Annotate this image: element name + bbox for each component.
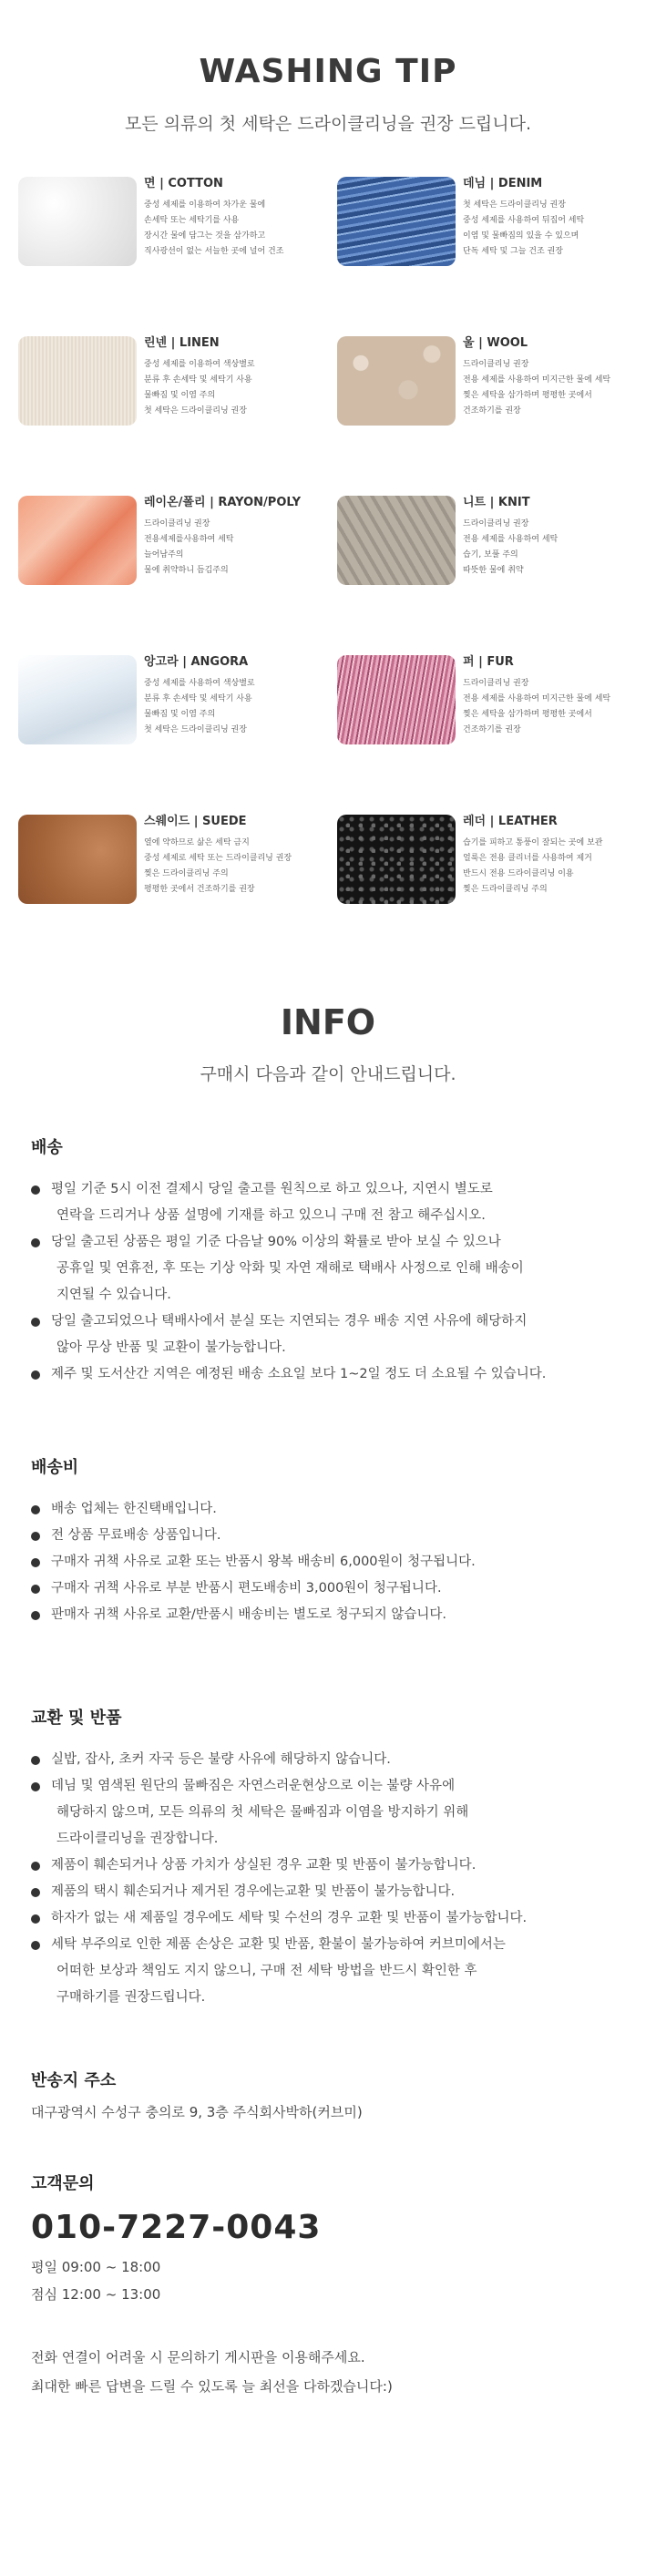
fabric-care-line: 찢은 세탁을 삼가하며 평평한 곳에서 — [463, 710, 592, 719]
phone-number: 010-7227-0043 — [31, 2209, 322, 2246]
list-item — [31, 1176, 638, 1229]
fabric-care-line: 전용 세제를 사용하여 미지근한 물에 세탁 — [463, 694, 611, 703]
fabric-name: 데님 | DENIM — [463, 177, 543, 190]
list-item-text: 하자가 없는 새 제품일 경우에도 세탁 및 수선의 경우 교환 및 반품이 불가능합니다. — [51, 1911, 528, 1925]
wool-swatch-image — [337, 336, 456, 426]
fabric-care-line: 습기를 피하고 통풍이 잘되는 곳에 보관 — [463, 838, 603, 847]
list-item-text: 판매자 귀책 사유로 교환/반품시 배송비는 별도로 청구되지 않습니다. — [51, 1607, 446, 1622]
fabric-care-line: 드라이클리닝 권장 — [463, 519, 529, 529]
fabric-care-line: 전용 세제를 사용하여 미지근한 물에 세탁 — [463, 375, 611, 385]
fabric-name: 레이온/폴리 | RAYON/POLY — [144, 496, 302, 509]
list-item — [31, 1496, 638, 1523]
list-item — [31, 1932, 638, 2011]
fabric-care-line: 첫 세탁은 드라이클리닝 권장 — [144, 725, 247, 734]
list-item — [31, 1602, 638, 1628]
fabric-care-line: 중성 세제를 사용하여 색상별로 — [144, 679, 255, 688]
fabric-care-line: 분류 후 손세탁 및 세탁기 사용 — [144, 694, 252, 703]
fabric-card-rayon — [18, 490, 337, 650]
exchange-section — [0, 1705, 656, 2011]
knit-swatch-image — [337, 496, 456, 585]
list-item-text: 당일 출고되었으나 택배사에서 분실 또는 지연되는 경우 배송 지연 사유에 해당하지 — [51, 1314, 528, 1329]
shipping-fee-section — [0, 1454, 656, 1628]
fabric-care-grid — [0, 171, 656, 969]
fabric-name: 울 | WOOL — [463, 336, 528, 350]
fabric-care-line: 늘어남주의 — [144, 550, 184, 559]
list-item-text: 당일 출고된 상품은 평일 기준 다음날 90% 이상의 확률로 받아 보실 수 있으나 — [51, 1235, 501, 1249]
list-item-text: 지연될 수 있습니다. — [56, 1288, 171, 1302]
return-address-title: 반송지 주소 — [31, 2071, 117, 2090]
fabric-name: 스웨이드 | SUEDE — [144, 815, 247, 828]
fabric-care-line: 첫 세탁은 드라이클리닝 권장 — [463, 200, 566, 210]
suede-swatch-image — [18, 815, 137, 904]
fabric-care-line: 찢은 세탁을 삼가하며 평평한 곳에서 — [463, 391, 592, 400]
delivery-list — [31, 1176, 638, 1388]
fabric-care-line: 얼룩은 전용 클리너를 사용하여 제거 — [463, 854, 592, 863]
fabric-care-line: 반드시 전용 드라이클리닝 이용 — [463, 869, 574, 878]
list-item — [31, 1747, 638, 1773]
fabric-name: 레더 | LEATHER — [463, 815, 558, 828]
fabric-care-line: 손세탁 또는 세탁기를 사용 — [144, 216, 240, 225]
list-item-text: 제품의 택시 훼손되거나 제거된 경우에는교환 및 반품이 불가능합니다. — [51, 1884, 456, 1899]
fabric-name: 면 | COTTON — [144, 177, 223, 190]
fabric-care-line: 중성 세제를 이용하여 색상별로 — [144, 360, 255, 369]
delivery-title: 배송 — [31, 1138, 63, 1157]
list-item-text: 구매자 귀책 사유로 부분 반품시 편도배송비 3,000원이 청구됩니다. — [51, 1581, 442, 1596]
list-item-text: 연락을 드리거나 상품 설명에 기재를 하고 있으니 구매 전 참고 해주십시오. — [56, 1208, 486, 1223]
cotton-swatch-image — [18, 177, 137, 266]
list-item-text: 해당하지 않으며, 모든 의류의 첫 세탁은 물빠짐과 이염을 방지하기 위해 — [56, 1805, 469, 1820]
fabric-care-line: 중성 세제로 세탁 또는 드라이클리닝 권장 — [144, 854, 292, 863]
fabric-care-line: 직사광선이 없는 서늘한 곳에 널어 건조 — [144, 247, 284, 256]
list-item-text: 실밥, 잡사, 초커 자국 등은 불량 사유에 해당하지 않습니다. — [51, 1752, 391, 1767]
list-item — [31, 1773, 638, 1852]
fabric-card-linen — [18, 331, 337, 490]
list-item — [31, 1852, 638, 1879]
fabric-care-line: 중성 세제를 사용하여 뒤집어 세탁 — [463, 216, 585, 225]
fabric-care-line: 물빠짐 및 이염 주의 — [144, 391, 216, 400]
delivery-section — [0, 1134, 656, 1388]
leather-swatch-image — [337, 815, 456, 904]
fabric-card-denim — [337, 171, 656, 331]
list-item — [31, 1523, 638, 1549]
fabric-card-angora — [18, 650, 337, 809]
list-item — [31, 1549, 638, 1575]
contact-note-board: 전화 연결이 어려울 시 문의하기 게시판을 이용해주세요. — [31, 2349, 365, 2366]
list-item-text: 제품이 훼손되거나 상품 가치가 상실된 경우 교환 및 반품이 불가능합니다. — [51, 1858, 477, 1873]
fabric-care-line: 장시간 물에 담그는 것을 삼가하고 — [144, 231, 266, 241]
fabric-card-suede — [18, 809, 337, 969]
fabric-card-leather — [337, 809, 656, 969]
fabric-care-line: 물빠짐 및 이염 주의 — [144, 710, 216, 719]
shipping-fee-list — [31, 1496, 638, 1628]
fabric-card-knit — [337, 490, 656, 650]
fabric-care-line: 전용세제를사용하여 세탁 — [144, 535, 234, 544]
angora-swatch-image — [18, 655, 137, 744]
list-item-text: 배송 업체는 한진택배입니다. — [51, 1502, 217, 1516]
return-address-section — [0, 2068, 656, 2121]
fabric-card-cotton — [18, 171, 337, 331]
fabric-care-line: 드라이클리닝 권장 — [463, 360, 529, 369]
list-item-text: 세탁 부주의로 인한 제품 손상은 교환 및 반품, 환불이 불가능하여 커브미에서는 — [51, 1937, 506, 1952]
contact-title: 고객문의 — [31, 2174, 95, 2193]
fabric-name: 니트 | KNIT — [463, 496, 530, 509]
fabric-care-line: 따뜻한 물에 취약 — [463, 566, 524, 575]
list-item — [31, 1905, 638, 1932]
linen-swatch-image — [18, 336, 137, 426]
exchange-list — [31, 1747, 638, 2011]
washing-tip-title: WASHING TIP — [199, 53, 457, 90]
fabric-name: 앙고라 | ANGORA — [144, 655, 249, 669]
list-item-text: 구매자 귀책 사유로 교환 또는 반품시 왕복 배송비 6,000원이 청구됩니다. — [51, 1555, 476, 1569]
fabric-care-line: 건조하기를 권장 — [463, 725, 521, 734]
rayon-swatch-image — [18, 496, 137, 585]
exchange-title: 교환 및 반품 — [31, 1709, 122, 1728]
info-subtitle: 구매시 다음과 같이 안내드립니다. — [200, 1064, 456, 1084]
fabric-name: 퍼 | FUR — [463, 655, 514, 669]
weekday-hours: 평일 09:00 ~ 18:00 — [31, 2259, 161, 2275]
lunch-hours: 점심 12:00 ~ 13:00 — [31, 2286, 161, 2303]
list-item-text: 데님 및 염색된 원단의 물빠짐은 자연스러운현상으로 이는 불량 사유에 — [51, 1779, 456, 1793]
fabric-care-line: 습기, 보풀 주의 — [463, 550, 518, 559]
denim-swatch-image — [337, 177, 456, 266]
list-item — [31, 1879, 638, 1905]
fabric-care-line: 열에 약하므로 삶은 세탁 금지 — [144, 838, 250, 847]
return-address: 대구광역시 수성구 충의로 9, 3층 주식회사박하(커브미) — [31, 2104, 363, 2120]
fabric-care-line: 중성 세제를 이용하여 차가운 물에 — [144, 200, 266, 210]
list-item — [31, 1229, 638, 1309]
fabric-care-line: 드라이클리닝 권장 — [144, 519, 210, 529]
fabric-care-line: 이염 및 물빠짐의 있을 수 있으며 — [463, 231, 579, 241]
fabric-name: 린넨 | LINEN — [144, 336, 220, 350]
list-item-text: 어떠한 보상과 책임도 지지 않으니, 구매 전 세탁 방법을 반드시 확인한 후 — [56, 1964, 477, 1978]
fabric-care-line: 전용 세제를 사용하여 세탁 — [463, 535, 559, 544]
fabric-care-line: 건조하기를 권장 — [463, 406, 521, 416]
list-item-text: 제주 및 도서산간 지역은 예정된 배송 소요일 보다 1~2일 정도 더 소요될 수 있습니다. — [51, 1367, 547, 1381]
list-item-text: 전 상품 무료배송 상품입니다. — [51, 1528, 221, 1543]
fabric-care-line: 평평한 곳에서 건조하기를 권장 — [144, 885, 255, 894]
contact-section — [0, 2171, 656, 2401]
fabric-care-line: 물에 취약하니 듬김주의 — [144, 566, 229, 575]
fabric-care-line: 단독 세탁 및 그늘 건조 권장 — [463, 247, 563, 256]
fabric-care-line: 찢은 드라이클리닝 주의 — [144, 869, 229, 878]
contact-note-promise: 최대한 빠른 답변을 드릴 수 있도록 늘 최선을 다하겠습니다:) — [31, 2378, 393, 2395]
list-item-text: 않아 무상 반품 및 교환이 불가능합니다. — [56, 1340, 286, 1355]
info-title: INFO — [280, 1002, 376, 1042]
list-item-text: 구매하기를 권장드립니다. — [56, 1990, 206, 2005]
list-item — [31, 1309, 638, 1361]
list-item-text: 드라이클리닝을 권장합니다. — [56, 1832, 219, 1846]
list-item-text: 평일 기준 5시 이전 결제시 당일 출고를 원칙으로 하고 있으나, 지연시 별도로 — [51, 1182, 493, 1196]
list-item — [31, 1361, 638, 1388]
fabric-care-line: 드라이클리닝 권장 — [463, 679, 529, 688]
fabric-card-wool — [337, 331, 656, 490]
fabric-card-fur — [337, 650, 656, 809]
list-item — [31, 1575, 638, 1602]
fur-swatch-image — [337, 655, 456, 744]
fabric-care-line: 찢은 드라이클리닝 주의 — [463, 885, 548, 894]
washing-tip-subtitle: 모든 의류의 첫 세탁은 드라이클리닝을 권장 드립니다. — [124, 114, 532, 134]
fabric-care-line: 분류 후 손세탁 및 세탁기 사용 — [144, 375, 252, 385]
shipping-fee-title: 배송비 — [31, 1458, 79, 1477]
list-item-text: 공휴일 및 연휴전, 후 또는 기상 악화 및 자연 재해로 택배사 사정으로 인해 배송이 — [56, 1261, 524, 1276]
fabric-care-line: 첫 세탁은 드라이클리닝 권장 — [144, 406, 247, 416]
